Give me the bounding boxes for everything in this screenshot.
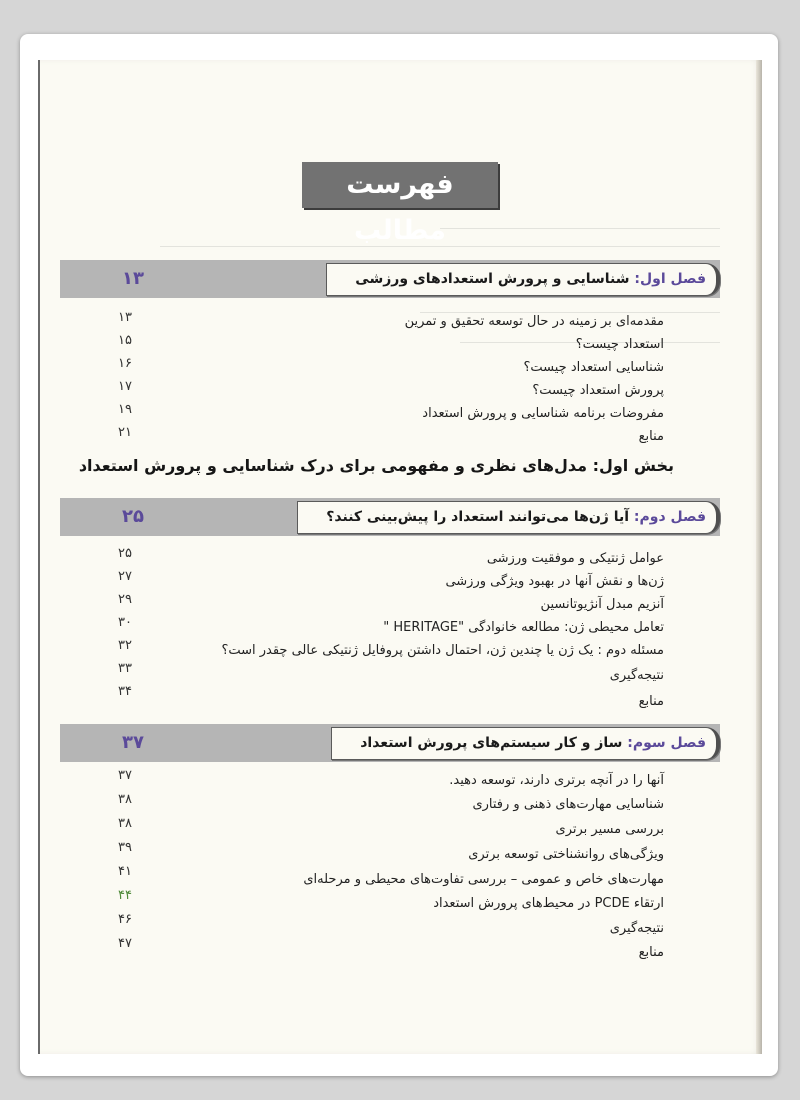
toc-entry: مهارت‌های خاص و عمومی – بررسی تفاوت‌های محیطی و مرحله‌ای <box>303 872 664 887</box>
toc-page-number: ۳۸ <box>118 792 132 807</box>
toc-page-number: ۳۲ <box>118 638 132 653</box>
chapter-1-page: ۱۳ <box>122 268 144 289</box>
page-edge-shadow <box>756 60 762 1054</box>
toc-entry: تعامل محیطی ژن: مطالعه خانوادگی "HERITAGE " <box>383 620 664 635</box>
chapter-2-page: ۲۵ <box>122 506 144 527</box>
chapter-3-page: ۳۷ <box>122 732 144 753</box>
toc-entry: پرورش استعداد چیست؟ <box>532 383 664 398</box>
toc-entry: مقدمه‌ای بر زمینه در حال توسعه تحقیق و تمرین <box>404 314 664 329</box>
chapter-3-prefix: فصل سوم: <box>627 735 706 751</box>
toc-entry: نتیجه‌گیری <box>609 668 664 683</box>
toc-entry: شناسایی استعداد چیست؟ <box>523 360 664 375</box>
toc-page-number: ۲۵ <box>118 546 132 561</box>
toc-entry: منابع <box>638 429 664 444</box>
chapter-2-label <box>297 501 720 534</box>
chapter-2-bar <box>60 498 720 536</box>
chapter-3-label <box>331 727 720 760</box>
toc-entry: ژن‌ها و نقش آنها در بهبود ویژگی ورزشی <box>445 574 664 589</box>
toc-entry: ویژگی‌های روانشناختی توسعه برتری <box>468 847 664 862</box>
toc-entry: مسئله دوم : یک ژن یا چندین ژن، احتمال داشتن پروفایل ژنتیکی عالی چقدر است؟ <box>221 643 664 658</box>
toc-page-number: ۳۷ <box>118 768 132 783</box>
toc-page-number: ۴۶ <box>118 912 132 927</box>
toc-page-number: ۴۷ <box>118 936 132 951</box>
chapter-1-prefix: فصل اول: <box>634 271 706 287</box>
toc-entry: مفروضات برنامه شناسایی و پرورش استعداد <box>422 406 664 421</box>
toc-page-number: ۱۷ <box>118 379 132 394</box>
part-heading: بخش اول: مدل‌های نظری و مفهومی برای درک شناسایی و پرورش استعداد <box>78 456 674 475</box>
bleed-through-line <box>420 312 720 313</box>
chapter-2-prefix: فصل دوم: <box>633 509 706 525</box>
chapter-1-title: شناسایی و پرورش استعدادهای ورزشی <box>355 271 630 287</box>
toc-entry: بررسی مسیر برتری <box>555 822 664 837</box>
toc-entry: آنها را در آنچه برتری دارند، توسعه دهید. <box>449 773 664 788</box>
toc-page-number: ۲۷ <box>118 569 132 584</box>
toc-page-number: ۳۰ <box>118 615 132 630</box>
toc-page-number: ۱۶ <box>118 356 132 371</box>
toc-page-number: ۲۹ <box>118 592 132 607</box>
toc-page-number: ۴۱ <box>118 864 132 879</box>
chapter-1-label <box>326 263 720 296</box>
chapter-1-bar <box>60 260 720 298</box>
toc-entry: عوامل ژنتیکی و موفقیت ورزشی <box>486 551 664 566</box>
toc-page-number: ۲۱ <box>118 425 132 440</box>
toc-page-number: ۴۴ <box>118 888 132 903</box>
toc-entry: نتیجه‌گیری <box>609 921 664 936</box>
chapter-2-title: آیا ژن‌ها می‌توانند استعداد را پیش‌بینی کنند؟ <box>326 509 630 525</box>
toc-page-number: ۳۹ <box>118 840 132 855</box>
toc-page-number: ۳۳ <box>118 661 132 676</box>
toc-page-number: ۳۴ <box>118 684 132 699</box>
toc-entry: منابع <box>638 945 664 960</box>
bleed-through-line <box>440 228 720 229</box>
toc-entry: استعداد چیست؟ <box>575 337 664 352</box>
chapter-3-title: ساز و کار سیستم‌های پرورش استعداد <box>360 735 623 751</box>
toc-entry: آنزیم مبدل آنژیوتانسین <box>540 597 664 612</box>
toc-title: فهرست مطالب <box>302 162 498 208</box>
toc-page-number: ۳۸ <box>118 816 132 831</box>
toc-entry: ارتقاء PCDE در محیط‌های پرورش استعداد <box>433 896 664 911</box>
toc-entry: شناسایی مهارت‌های ذهنی و رفتاری <box>472 797 664 812</box>
toc-page-number: ۱۵ <box>118 333 132 348</box>
document-page <box>38 60 762 1054</box>
toc-entry: منابع <box>638 694 664 709</box>
toc-page-number: ۱۹ <box>118 402 132 417</box>
chapter-3-bar <box>60 724 720 762</box>
toc-page-number: ۱۳ <box>118 310 132 325</box>
